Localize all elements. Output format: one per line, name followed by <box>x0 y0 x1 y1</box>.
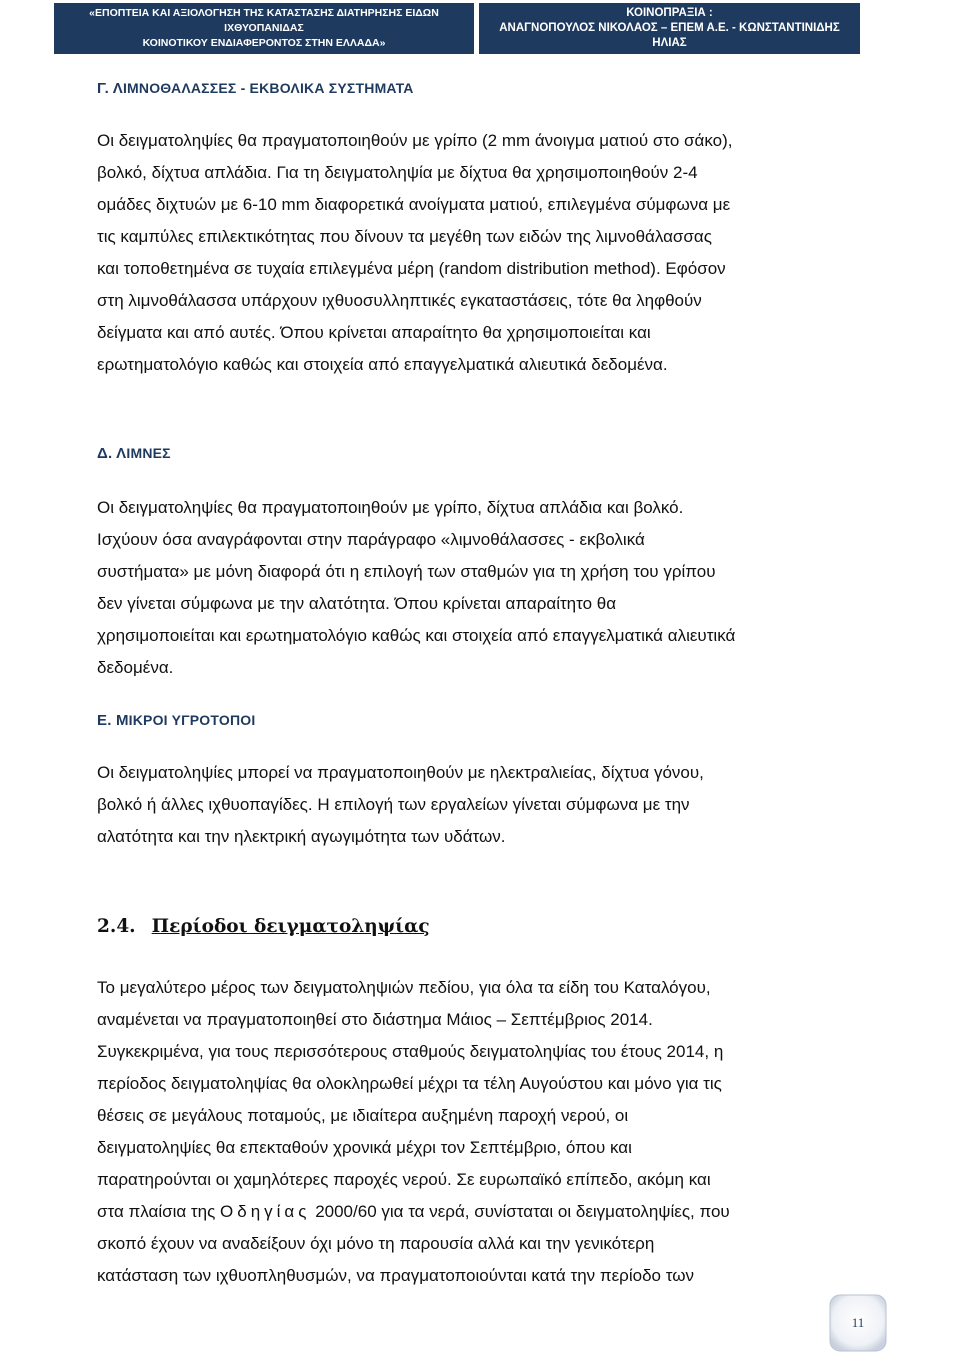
section-heading-lakes: Δ. ΛΙΜΝΕΣ <box>97 445 171 462</box>
paragraph-sampling-periods: Το μεγαλύτερο μέρος των δειγματοληψιών πεδίου, για όλα τα είδη του Καταλόγου, αναμένεται να πραγματοποιηθεί στο διάστημα Μάιος – Σεπτέμβριος 2014. Συγκεκριμένα, για τους περισσότερους σταθμούς δειγματοληψίας του έτους 2014, η περίοδος δειγματοληψίας θα ολοκληρωθεί μέχρι τα τέλη Αυγούστου και μόνο για τις θέσεις σε μεγάλους ποταμούς, με ιδιαίτερα αυξημένη παροχή νερού, οι δειγματοληψίες θα επεκταθούν χρονικά μέχρι τον Σεπτέμβριο, όπου και παρατηρούνται οι χαμηλότερες παροχές νερού. Σε ευρωπαϊκό επίπεδο, ακόμη και στα πλαίσια της Οδηγίας 2000/60 για τα νερά, συνίσταται οι δειγματοληψίες, που σκοπό έχουν να αναδείξουν όχι μόνο τη παρουσία αλλά και την γενικότερη κατάσταση των ιχθυοπληθυσμών, να πραγματοποιούνται κατά την περίοδο των <box>97 978 730 1285</box>
paragraph-lakes: Οι δειγματοληψίες θα πραγματοποιηθούν με γρίπο, δίχτυα απλάδια και βολκό. Ισχύουν όσα αναγράφονται στην παράγραφο «λιμνοθάλασσες - εκβολικά συστήματα» με μόνη διαφορά ότι η επιλογή των σταθμών για τη χρήση του γρίπου δεν γίνεται σύμφωνα με την αλατότητα. Όπου κρίνεται απαραίτητο θα χρησιμοποιείται και ερωτηματολόγιο καθώς και στοιχεία από επαγγελματικά αλιευτικά δεδομένα. <box>97 498 736 677</box>
project-title-line-1: «ΕΠΟΠΤΕΙΑ ΚΑΙ ΑΞΙΟΛΟΓΗΣΗ ΤΗΣ ΚΑΤΑΣΤΑΣΗΣ ΔΙΑΤΗΡΗΣΗΣ ΕΙΔΩΝ ΙΧΘΥΟΠΑΝΙΔΑΣ <box>89 7 439 34</box>
consortium-line-1: ΚΟΙΝΟΠΡΑΞΙΑ : <box>626 7 713 19</box>
paragraph-small-wetlands: Οι δειγματοληψίες μπορεί να πραγματοποιηθούν με ηλεκτραλιείας, δίχτυα γόνου, βολκό ή άλλες ιχθυοπαγίδες. Η επιλογή των εργαλείων γίνεται σύμφωνα με την αλατότητα και την ηλεκτρική αγωγιμότητα των υδάτων. <box>97 763 704 846</box>
consortium-box <box>479 3 860 54</box>
consortium-line-3: ΗΛΙΑΣ <box>652 37 687 49</box>
page-number-badge <box>828 1293 888 1353</box>
project-title-box <box>54 3 474 54</box>
section-heading-lagoons: Γ. ΛΙΜΝΟΘΑΛΑΣΣΕΣ - ΕΚΒΟΛΙΚΑ ΣΥΣΤΗΜΑΤΑ <box>97 80 414 97</box>
paragraph-lagoons: Οι δειγματοληψίες θα πραγματοποιηθούν με γρίπο (2 mm άνοιγμα ματιού στο σάκο), βολκό, δίχτυα απλάδια. Για τη δειγματοληψία με δίχτυα θα χρησιμοποιηθούν 2-4 ομάδες διχτυών με 6-10 mm διαφορετικά ανοίγματα ματιού, επιλεγμένα σύμφωνα με τις καμπύλες επιλεκτικότητας που δίνουν τα μεγέθη των ειδών της λιμνοθάλασσας και τοποθετημένα σε τυχαία επιλεγμένα μέρη (random distribution method). Εφόσον στη λιμνοθάλασσα υπάρχουν ιχθυοσυλληπτικές εγκαταστάσεις, τότε θα ληφθούν δείγματα και από αυτές. Όπου κρίνεται απαραίτητο θα χρησιμοποιείται και ερωτηματολόγιο καθώς και στοιχεία από επαγγελματικά αλιευτικά δεδομένα. <box>97 131 733 374</box>
page-header <box>54 3 860 54</box>
project-title-line-2: ΚΟΙΝΟΤΙΚΟΥ ΕΝΔΙΑΦΕΡΟΝΤΟΣ ΣΤΗΝ ΕΛΛΑΔΑ» <box>142 37 386 49</box>
subheading-sampling-periods: 2.4. Περίοδοι δειγματοληψίας <box>97 916 430 937</box>
page-number: 11 <box>851 1315 865 1330</box>
section-heading-small-wetlands: Ε. ΜΙΚΡΟΙ ΥΓΡΟΤΟΠΟΙ <box>97 712 256 729</box>
consortium-line-2: ΑΝΑΓΝΟΠΟΥΛΟΣ ΝΙΚΟΛΑΟΣ – ΕΠΕΜ Α.Ε. - ΚΩΝΣΤΑΝΤΙΝΙΔΗΣ <box>499 22 840 34</box>
directive-word: Οδηγίας <box>220 1202 311 1221</box>
